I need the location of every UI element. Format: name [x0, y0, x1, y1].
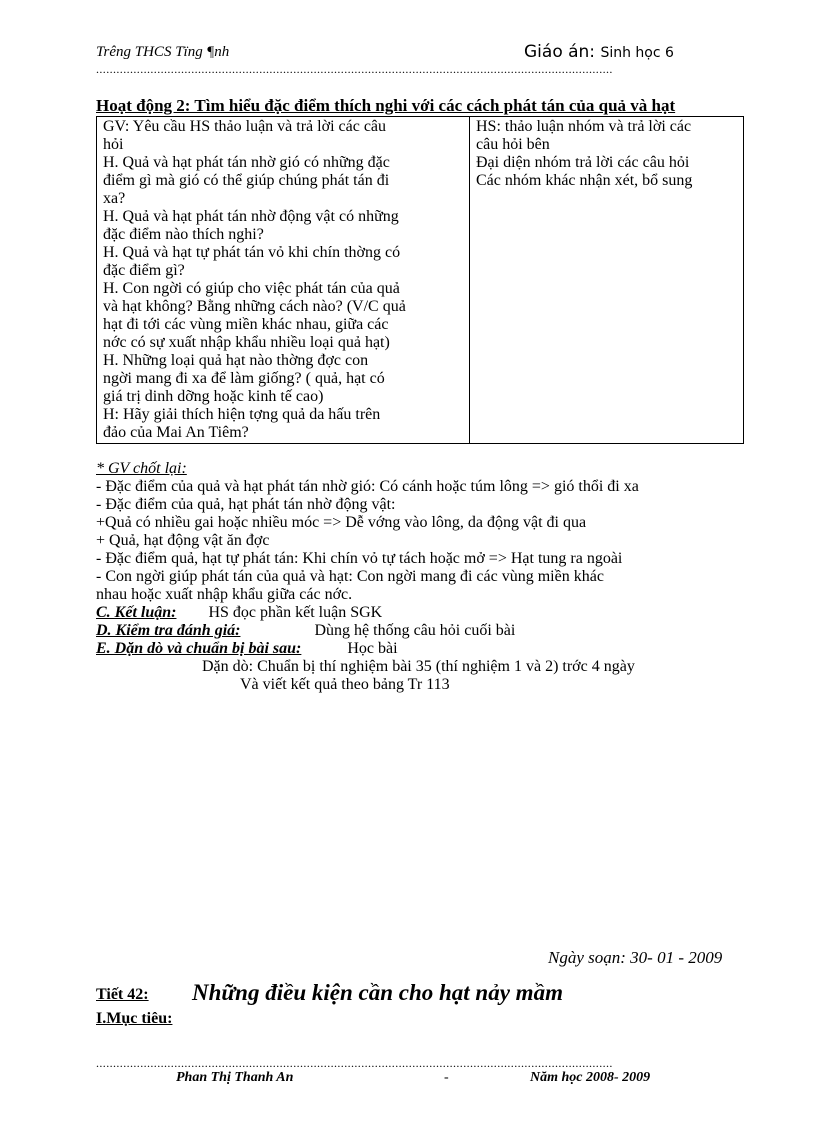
table-line: điểm gì mà gió có thể giúp chúng phát tán đi [103, 172, 390, 189]
table-line: và hạt không? Bằng những cách nào? (V/C quả [103, 298, 406, 315]
table-line: câu hỏi bên [476, 136, 550, 153]
activity-heading: Hoạt động 2: Tìm hiểu đặc điểm thích nghi với các cách phát tán của quả và hạt [96, 96, 676, 115]
section-e-detail-2: Và viết kết quả theo bảng Tr 113 [240, 676, 450, 693]
table-line: H. Quả và hạt phát tán nhờ gió có những đặc [103, 154, 390, 171]
table-line: giá trị dinh dỡng hoặc kinh tế cao) [103, 388, 324, 405]
table-line: xa? [103, 190, 126, 207]
table-line: HS: thảo luận nhóm và trả lời các [476, 118, 692, 135]
table-line: ngời mang đi xa để làm giống? ( quả, hạt có [103, 370, 385, 387]
table-line: H: Hãy giải thích hiện tợng quả da hấu trên [103, 406, 381, 423]
table-line: hạt đi tới các vùng miền khác nhau, giữa các [103, 316, 389, 333]
conclusion-line: + Quả, hạt động vật ăn đợc [96, 532, 270, 549]
author-name: Phan Thị Thanh An [176, 1070, 294, 1085]
conclusion-line: nhau hoặc xuất nhập khẩu giữa các nớc. [96, 586, 353, 603]
table-line: đặc điểm gì? [103, 262, 185, 279]
conclusion-line: - Đặc điểm của quả, hạt phát tán nhờ động vật: [96, 496, 396, 513]
title-label: Giáo án: [524, 42, 596, 62]
conclusion-line: - Đặc điểm quả, hạt tự phát tán: Khi chín vỏ tự tách hoặc mở => Hạt tung ra ngoài [96, 550, 623, 567]
table-line: đảo của Mai An Tiêm? [103, 424, 249, 441]
section-d [96, 622, 515, 640]
footer-dotted-rule: ........................................................................................................................................................ [96, 1056, 613, 1070]
table-line: GV: Yêu cầu HS thảo luận và trả lời các câu [103, 118, 387, 135]
section-e-detail-1: Dặn dò: Chuẩn bị thí nghiệm bài 35 (thí nghiệm 1 và 2) trớc 4 ngày [202, 658, 635, 675]
teacher-column [97, 117, 470, 444]
table-line: đặc điểm nào thích nghi? [103, 226, 264, 243]
section-e-text: Học bài [347, 640, 398, 657]
table-line: Đại diện nhóm trả lời các câu hỏi [476, 154, 690, 171]
table-row [97, 117, 744, 444]
table-line: H. Quả và hạt phát tán nhờ động vật có những [103, 208, 399, 225]
section-c-label: C. Kết luận: [96, 604, 177, 621]
lesson-label: Tiết 42: [96, 986, 149, 1003]
table-line: Các nhóm khác nhận xét, bổ sung [476, 172, 693, 189]
conclusion-block [96, 460, 639, 604]
conclusion-line: - Đặc điểm của quả và hạt phát tán nhờ gió: Có cánh hoặc túm lông => gió thổi đi xa [96, 478, 639, 495]
conclusion-line: +Quả có nhiều gai hoặc nhiều móc => Dễ vớng vào lông, da động vật đi qua [96, 514, 587, 531]
school-year: Năm học 2008- 2009 [530, 1070, 651, 1085]
section-d-label: D. Kiểm tra đánh giá: [96, 622, 241, 639]
activity-table [96, 116, 744, 444]
objective-label: I.Mục tiêu: [96, 1010, 173, 1027]
prepared-date: Ngày soạn: 30- 01 - 2009 [548, 948, 723, 967]
table-line: nớc có sự xuất nhập khẩu nhiều loại quả hạt) [103, 334, 390, 351]
header-dotted-rule: ........................................................................................................................................................ [96, 62, 613, 76]
section-e-label: E. Dặn dò và chuẩn bị bài sau: [96, 640, 302, 657]
lesson-title: Những điều kiện cần cho hạt nảy mầm [192, 980, 563, 1005]
table-line: H. Quả và hạt tự phát tán vỏ khi chín thờng có [103, 244, 401, 261]
conclusion-label: * GV chốt lại: [96, 460, 187, 477]
document-title [524, 42, 674, 62]
student-column [470, 117, 744, 444]
section-d-text: Dùng hệ thống câu hỏi cuối bài [314, 622, 516, 639]
section-e [96, 640, 398, 658]
table-line: H. Con ngời có giúp cho việc phát tán của quả [103, 280, 400, 297]
subject-name: Sinh học 6 [600, 45, 674, 61]
school-name: Trêng THCS Tïng ¶nh [96, 44, 230, 60]
section-c-text: HS đọc phần kết luận SGK [208, 604, 383, 621]
section-c [96, 604, 382, 622]
table-line: hỏi [103, 136, 124, 153]
footer-separator: - [444, 1070, 449, 1085]
conclusion-line: - Con ngời giúp phát tán của quả và hạt: Con ngời mang đi các vùng miền khác [96, 568, 604, 585]
table-line: H. Những loại quả hạt nào thờng đợc con [103, 352, 369, 369]
